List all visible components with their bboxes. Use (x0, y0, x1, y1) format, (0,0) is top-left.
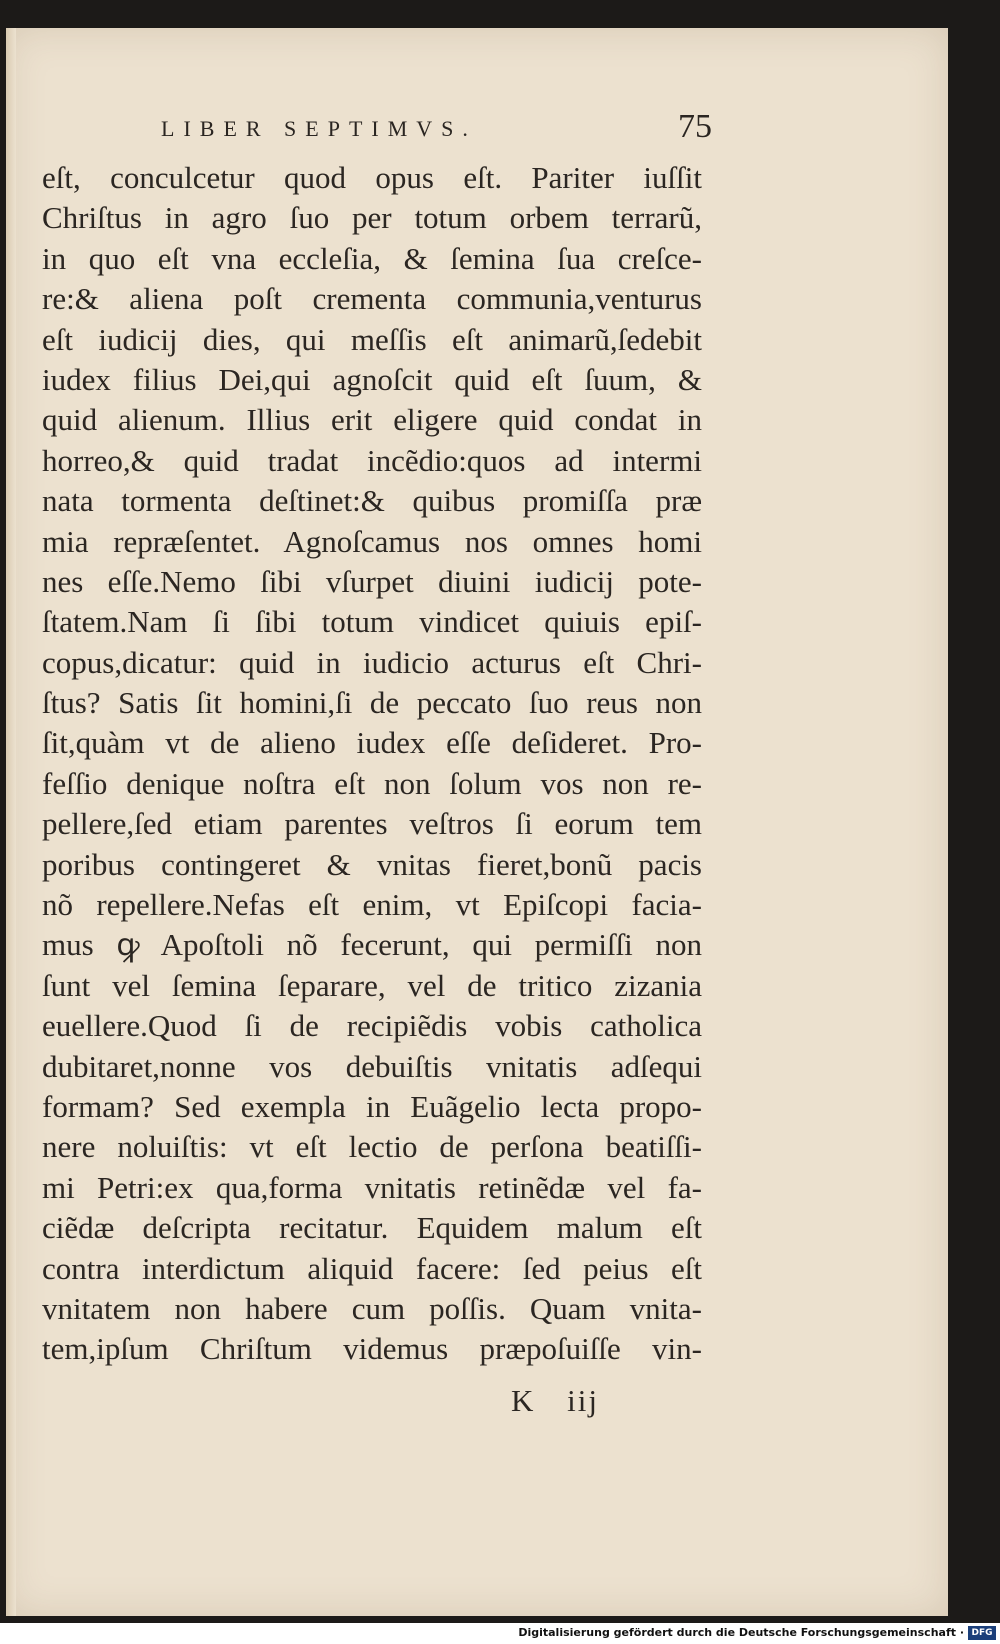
text-line: poribus contingeret & vnitas fieret,bonũ pacis (42, 846, 702, 882)
text-line: euellere.Quod ſi de recipiẽdis vobis catholica (42, 1008, 702, 1044)
running-title: LIBER SEPTIMVS. (161, 116, 477, 141)
text-line: mia repræſentet. Agnoſcamus nos omnes homi (42, 523, 702, 559)
text-line: nõ repellere.Nefas eſt enim, vt Epiſcopi facia- (42, 887, 702, 923)
text-line: re:& aliena poſt crementa communia,venturus (42, 281, 702, 317)
text-line: nere noluiſtis: vt eſt lectio de perſona beatiſſi- (42, 1129, 702, 1165)
text-line: contra interdictum aliquid facere: ſed peius eſt (42, 1250, 702, 1286)
text-line: eſt iudicij dies, qui meſſis eſt animarũ,ſedebit (42, 321, 702, 357)
text-line: vnitatem non habere cum poſſis. Quam vnita- (42, 1290, 702, 1326)
text-line: pellere,ſed etiam parentes veſtros ſi eorum tem (42, 806, 702, 842)
running-head (6, 108, 948, 148)
text-line: Chriſtus in agro ſuo per totum orbem terrarũ, (42, 200, 702, 236)
text-line: in quo eſt vna eccleſia, & ſemina ſua creſce- (42, 240, 702, 276)
text-line: quid alienum. Illius erit eligere quid condat in (42, 402, 702, 438)
text-line: mus ꝙ Apoſtoli nõ fecerunt, qui permiſſi non (42, 927, 702, 963)
signature-mark (511, 1383, 599, 1419)
text-line: ſunt vel ſemina ſeparare, vel de tritico zizania (42, 967, 702, 1003)
text-line: ciẽdæ deſcripta recitatur. Equidem malum eſt (42, 1210, 702, 1246)
dfg-logo: DFG (968, 1626, 996, 1640)
body-text (42, 158, 702, 1370)
text-line: horreo,& quid tradat incẽdio:quos ad intermi (42, 442, 702, 478)
text-line: nes eſſe.Nemo ſibi vſurpet diuini iudicij pote- (42, 563, 702, 599)
signature-letter: K (511, 1383, 536, 1418)
digitization-footer (0, 1623, 1000, 1644)
text-line: formam? Sed exempla in Euãgelio lecta propo- (42, 1088, 702, 1124)
text-line: tem,ipſum Chriſtum videmus præpoſuiſſe vin- (42, 1331, 702, 1367)
page-gutter-edge (6, 28, 16, 1616)
text-line: nata tormenta deſtinet:& quibus promiſſa præ (42, 483, 702, 519)
text-line: dubitaret,nonne vos debuiſtis vnitatis adſequi (42, 1048, 702, 1084)
text-line: ſtus? Satis ſit homini,ſi de peccato ſuo reus non (42, 685, 702, 721)
funding-credit: Digitalisierung gefördert durch die Deutsche Forschungsgemeinschaft · (518, 1626, 964, 1639)
book-page (6, 28, 948, 1616)
text-line: feſſio denique noſtra eſt non ſolum vos non re- (42, 765, 702, 801)
text-line: ſit,quàm vt de alieno iudex eſſe deſideret. Pro- (42, 725, 702, 761)
text-line: mi Petri:ex qua,forma vnitatis retinẽdæ vel fa- (42, 1169, 702, 1205)
text-line: eſt, conculcetur quod opus eſt. Pariter iuſſit (42, 160, 702, 195)
page-number: 75 (678, 108, 712, 145)
text-line: ſtatem.Nam ſi ſibi totum vindicet quiuis epiſ- (42, 604, 702, 640)
signature-number: iij (567, 1383, 599, 1418)
text-line: iudex filius Dei,qui agnoſcit quid eſt ſuum, & (42, 361, 702, 397)
text-line: copus,dicatur: quid in iudicio acturus eſt Chri- (42, 644, 702, 680)
